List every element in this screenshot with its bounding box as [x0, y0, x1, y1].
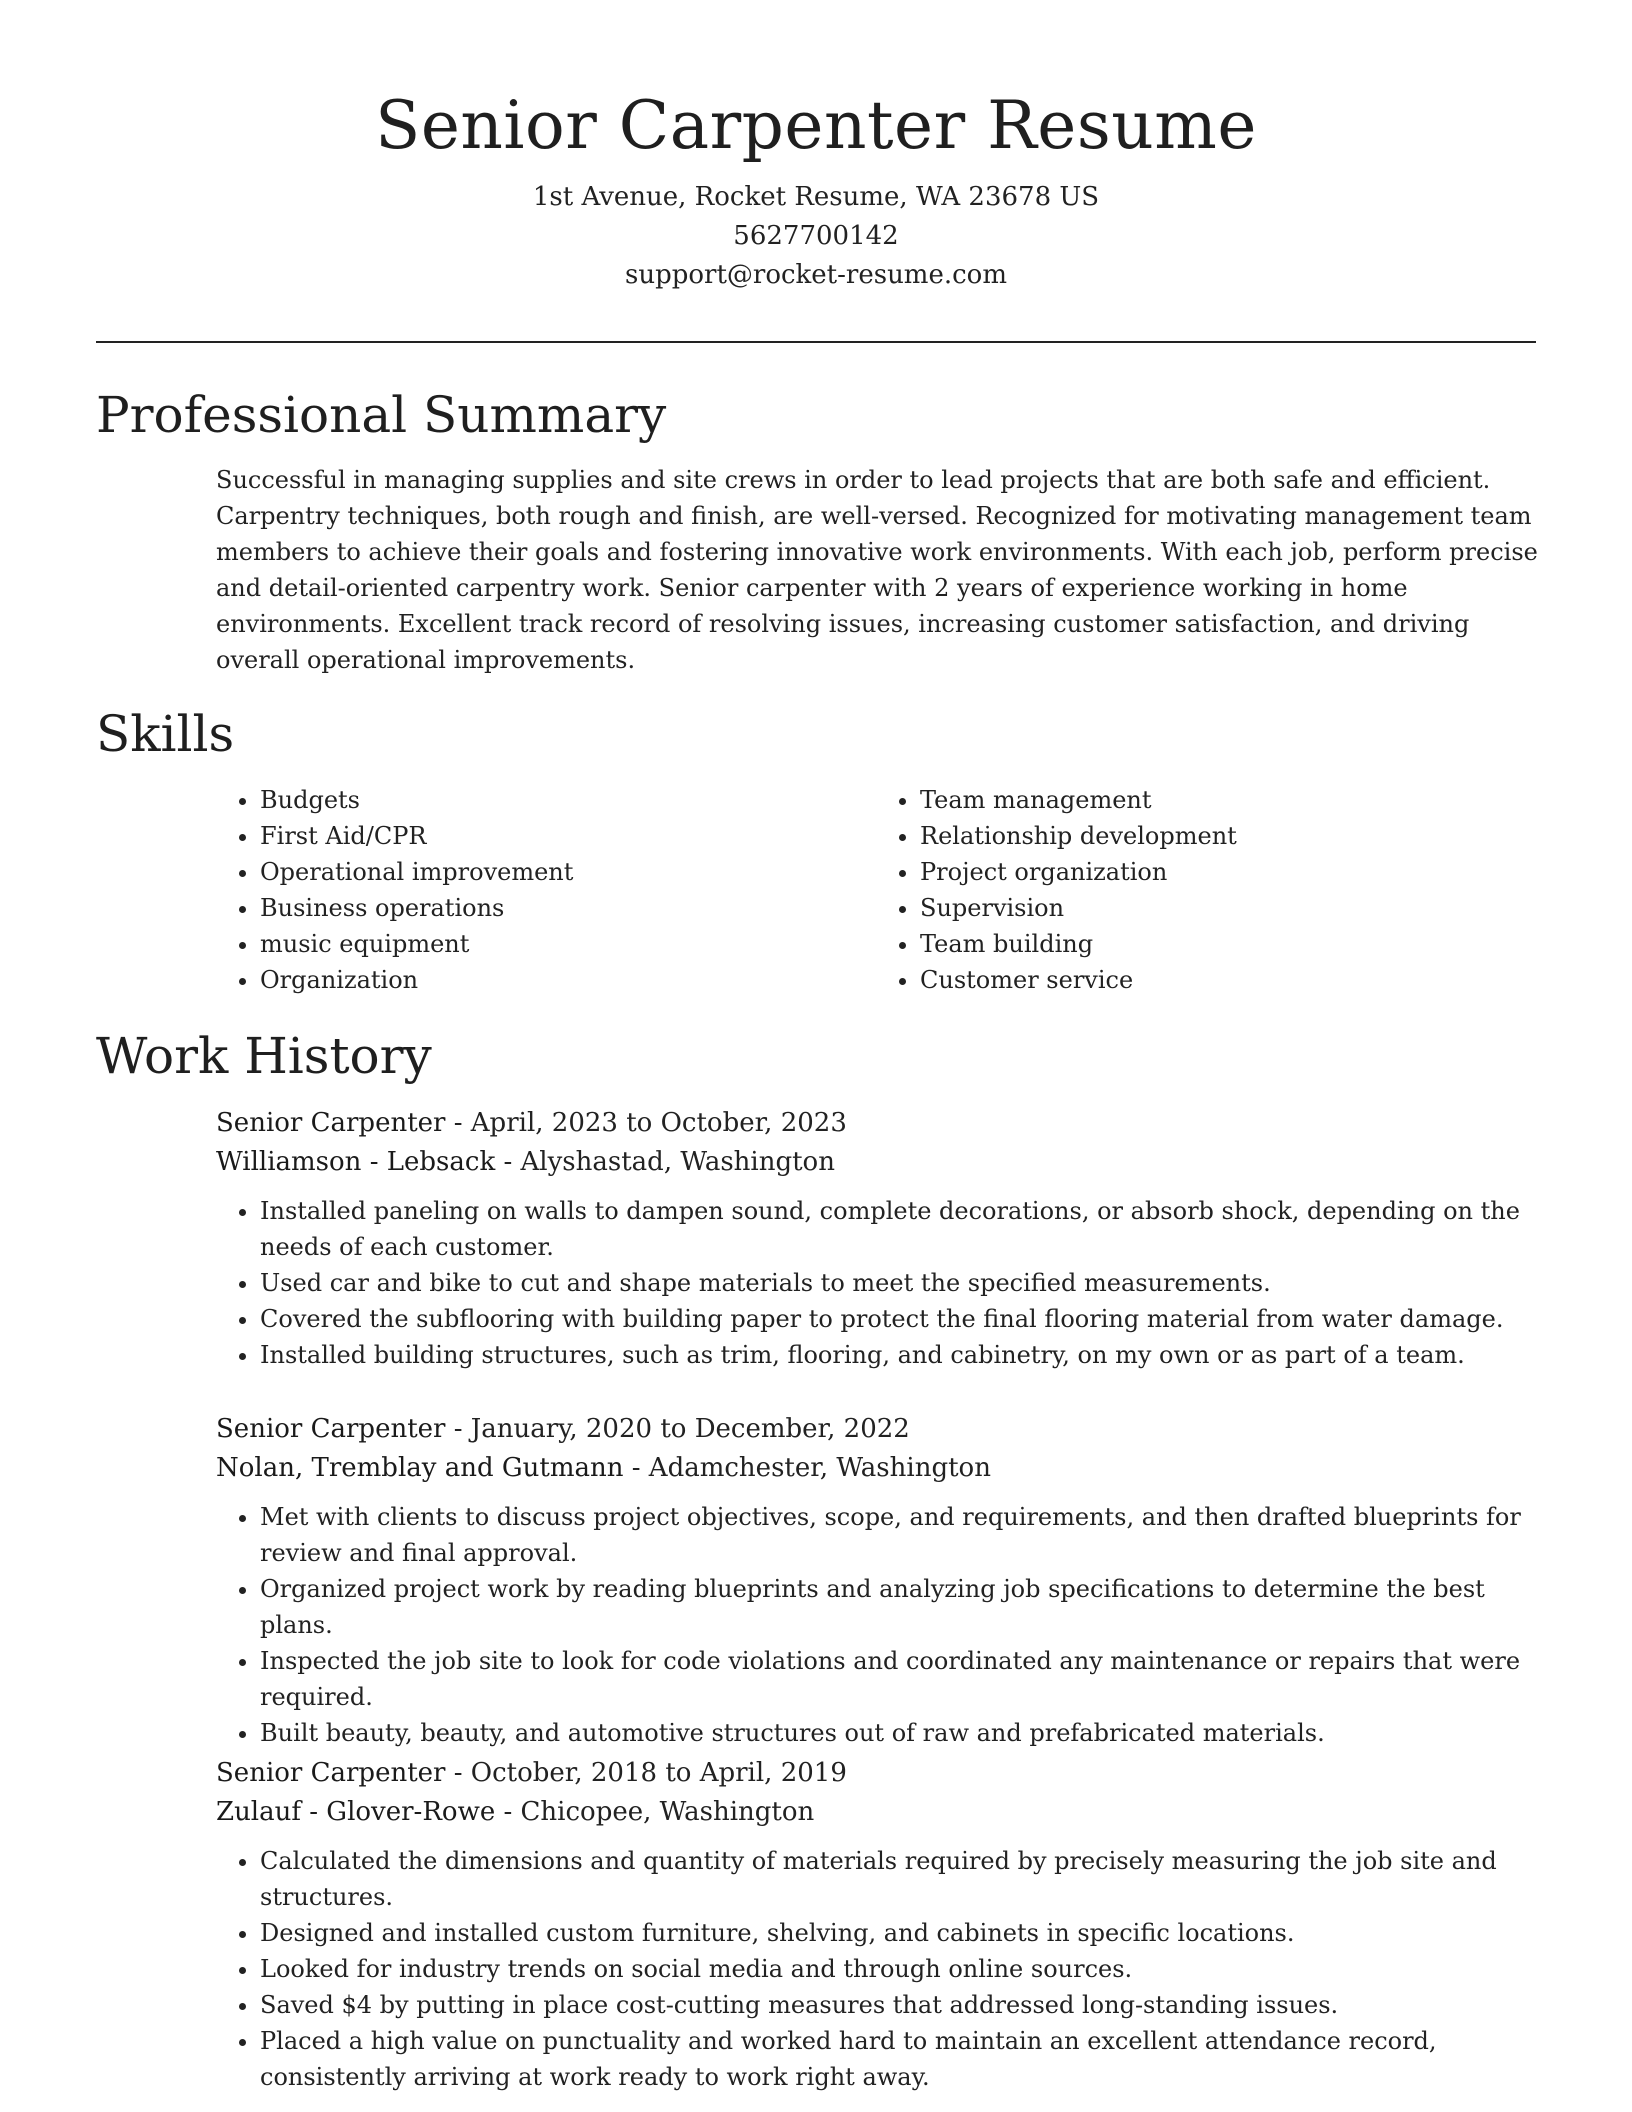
work-history-heading: Work History — [96, 1027, 432, 1085]
skills-heading: Skills — [96, 705, 235, 763]
skill-item: • Customer service — [920, 962, 1536, 998]
job-company-line — [216, 1793, 1546, 1832]
job-bullet: • Looked for industry trends on social media and through online sources. — [260, 1951, 1546, 1987]
job-role: Senior Carpenter — [216, 1758, 446, 1788]
job-bullet: • Placed a high value on punctuality and worked hard to maintain an excellent attendance record, consistently arriving at work ready to work right away. — [260, 2023, 1546, 2095]
job-bullet: • Calculated the dimensions and quantity of materials required by precisely measuring the job site and structures. — [260, 1843, 1546, 1915]
skill-item: • Team management — [920, 782, 1536, 818]
job-company: Williamson - Lebsack — [216, 1147, 496, 1177]
job-bullets — [216, 1193, 1546, 1373]
contact-address: 1st Avenue, Rocket Resume, WA 23678 US — [532, 182, 1100, 212]
job-bullet: • Covered the subflooring with building paper to protect the final flooring material from water damage. — [260, 1301, 1546, 1337]
job-entry — [216, 1754, 1546, 2095]
skill-item: • Business operations — [260, 890, 876, 926]
contact-phone: 5627700142 — [733, 221, 899, 251]
skill-item: • Budgets — [260, 782, 876, 818]
job-role: Senior Carpenter — [216, 1414, 446, 1444]
job-entry — [216, 1410, 1546, 1751]
job-bullet: • Designed and installed custom furniture, shelving, and cabinets in specific locations. — [260, 1915, 1546, 1951]
job-location: - Adamchester, Washington — [623, 1453, 991, 1483]
job-title-line — [216, 1754, 1546, 1793]
summary-heading: Professional Summary — [96, 386, 667, 444]
skill-item: • Project organization — [920, 854, 1536, 890]
skill-item: • music equipment — [260, 926, 876, 962]
job-dates: - April, 2023 to October, 2023 — [445, 1108, 847, 1138]
job-bullets — [216, 1499, 1546, 1751]
job-bullet: • Used car and bike to cut and shape materials to meet the specified measurements. — [260, 1265, 1546, 1301]
job-bullet: • Built beauty, beauty, and automotive structures out of raw and prefabricated materials. — [260, 1715, 1546, 1751]
job-company-line — [216, 1143, 1546, 1182]
job-bullet: • Saved $4 by putting in place cost-cutting measures that addressed long-standing issues. — [260, 1987, 1546, 2023]
job-title-line — [216, 1104, 1546, 1143]
contact-email: support@rocket-resume.com — [624, 260, 1007, 290]
job-company-line — [216, 1449, 1546, 1488]
job-company: Nolan, Tremblay and Gutmann — [216, 1453, 624, 1483]
skills-column-left — [216, 782, 876, 998]
skills-column-right — [876, 782, 1536, 998]
job-company: Zulauf - Glover-Rowe — [216, 1797, 496, 1827]
skill-item: • Team building — [920, 926, 1536, 962]
job-bullet: • Installed building structures, such as trim, flooring, and cabinetry, on my own or as part of a team. — [260, 1337, 1546, 1373]
resume-header — [96, 82, 1536, 295]
job-location: - Chicopee, Washington — [495, 1797, 815, 1827]
job-dates: - January, 2020 to December, 2022 — [445, 1414, 910, 1444]
job-entry — [216, 1104, 1546, 1373]
skills-list — [216, 782, 1536, 998]
job-bullet: • Met with clients to discuss project objectives, scope, and requirements, and then drafted blueprints for review and final approval. — [260, 1499, 1546, 1571]
job-bullet: • Installed paneling on walls to dampen sound, complete decorations, or absorb shock, depending on the needs of each customer. — [260, 1193, 1546, 1265]
skill-item: • First Aid/CPR — [260, 818, 876, 854]
job-location: - Alyshastad, Washington — [495, 1147, 835, 1177]
job-role: Senior Carpenter — [216, 1108, 446, 1138]
header-divider — [96, 341, 1536, 343]
job-dates: - October, 2018 to April, 2019 — [445, 1758, 847, 1788]
summary-text: Successful in managing supplies and site crews in order to lead projects that are both safe and efficient. Carpentry techniques, both rough and finish, are well-versed. Recognized for motivating management team members to achieve their goals and fostering innovative work environments. With each job, perform precise and detail-oriented carpentry work. Senior carpenter with 2 years of experience working in home environments. Excellent track record of resolving issues, increasing customer satisfaction, and driving overall operational improvements. — [216, 466, 1538, 674]
skill-item: • Operational improvement — [260, 854, 876, 890]
contact-info — [96, 178, 1536, 295]
resume-title: Senior Carpenter Resume — [375, 87, 1257, 164]
job-bullets — [216, 1843, 1546, 2095]
job-bullet: • Organized project work by reading blueprints and analyzing job specifications to determine the best plans. — [260, 1571, 1546, 1643]
job-title-line — [216, 1410, 1546, 1449]
job-bullet: • Inspected the job site to look for code violations and coordinated any maintenance or repairs that were required. — [260, 1643, 1546, 1715]
skill-item: • Supervision — [920, 890, 1536, 926]
skill-item: • Relationship development — [920, 818, 1536, 854]
skill-item: • Organization — [260, 962, 876, 998]
